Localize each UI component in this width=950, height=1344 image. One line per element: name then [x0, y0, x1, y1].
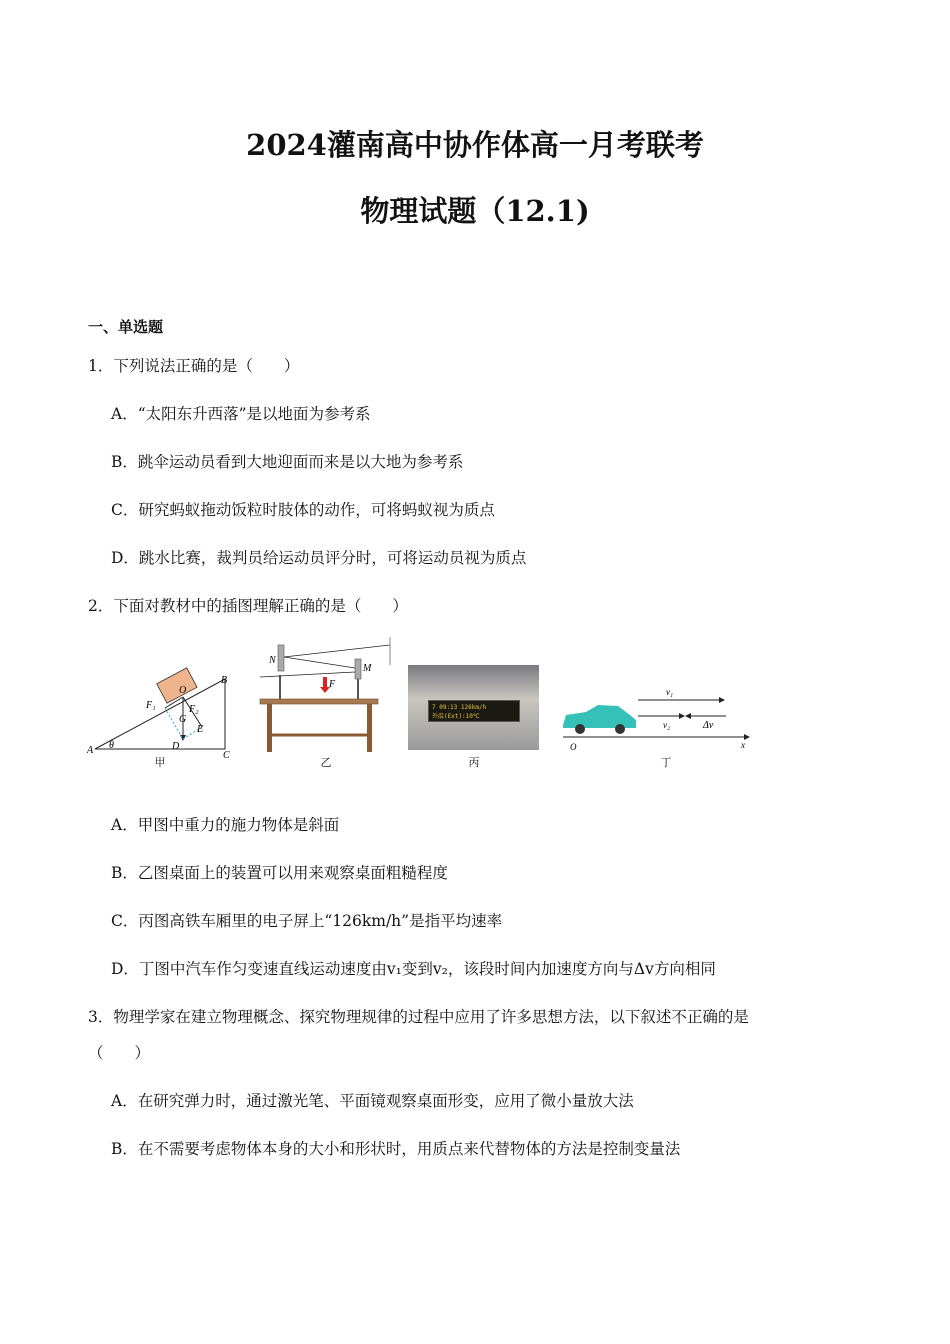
label-n: N	[269, 655, 276, 666]
question-2-stem: 2．下面对教材中的插图理解正确的是（ ）	[88, 597, 408, 615]
label-origin: O	[570, 742, 577, 752]
q2-option-b: B．乙图桌面上的装置可以用来观察桌面粗糙程度	[111, 864, 448, 882]
display-temp-line: 外温(Ext):10℃	[432, 713, 480, 720]
section-heading: 一、单选题	[88, 318, 164, 336]
label-delta-v: Δv	[703, 720, 714, 731]
q1-option-c: C．研究蚂蚁拖动饭粒时肢体的动作，可将蚂蚁视为质点	[111, 501, 495, 519]
q2-option-c: C．丙图高铁车厢里的电子屏上“126km/h”是指平均速率	[111, 912, 503, 930]
label-theta: θ	[109, 740, 114, 751]
question-3-stem: 3．物理学家在建立物理概念、探究物理规律的过程中应用了许多思想方法，以下叙述不正确的是	[88, 1008, 749, 1026]
q2-option-d: D．丁图中汽车作匀变速直线运动速度由v₁变到v₂，该段时间内加速度方向与Δv方向相同	[111, 960, 716, 978]
incline-force-diagram	[85, 665, 245, 760]
label-o: O	[179, 685, 187, 696]
document-title: 2024灌南高中协作体高一月考联考	[246, 128, 704, 162]
display-speed-line: 7 09:13 126km/h	[432, 704, 487, 711]
label-b: B	[221, 675, 228, 686]
car-velocity-diagram	[558, 680, 753, 755]
document-subtitle: 物理试题（12.1)	[360, 194, 590, 228]
q1-option-d: D．跳水比赛，裁判员给运动员评分时，可将运动员视为质点	[111, 549, 527, 567]
label-d: D	[172, 741, 180, 752]
figure-caption-bing: 丙	[468, 756, 480, 769]
q1-option-a: A．“太阳东升西落”是以地面为参考系	[111, 405, 371, 423]
figure-caption-yi: 乙	[320, 756, 332, 769]
label-f: F	[329, 679, 336, 690]
table-mirror-apparatus	[255, 635, 395, 755]
label-v1: v₁	[666, 687, 674, 697]
train-display-photo	[408, 665, 539, 750]
label-v2: v₂	[663, 720, 671, 730]
label-a: A	[87, 745, 94, 756]
label-g: G	[179, 714, 187, 725]
label-m: M	[363, 663, 372, 674]
q2-option-a: A．甲图中重力的施力物体是斜面	[111, 816, 340, 834]
q3-option-b: B．在不需要考虑物体本身的大小和形状时，用质点来代替物体的方法是控制变量法	[111, 1140, 681, 1158]
question-3-stem-continued: （ ）	[88, 1044, 151, 1062]
label-f1: F₁	[146, 700, 156, 711]
question-1-stem: 1．下列说法正确的是（ ）	[88, 357, 300, 375]
label-e: E	[197, 724, 204, 735]
label-x-axis: x	[741, 740, 745, 750]
label-f2: F₂	[189, 704, 199, 715]
q1-option-b: B．跳伞运动员看到大地迎面而来是以大地为参考系	[111, 453, 464, 471]
label-c: C	[223, 750, 230, 760]
figure-caption-jia: 甲	[154, 756, 166, 769]
figure-caption-ding: 丁	[660, 756, 672, 769]
q3-option-a: A．在研究弹力时，通过激光笔、平面镜观察桌面形变，应用了微小量放大法	[111, 1092, 634, 1110]
